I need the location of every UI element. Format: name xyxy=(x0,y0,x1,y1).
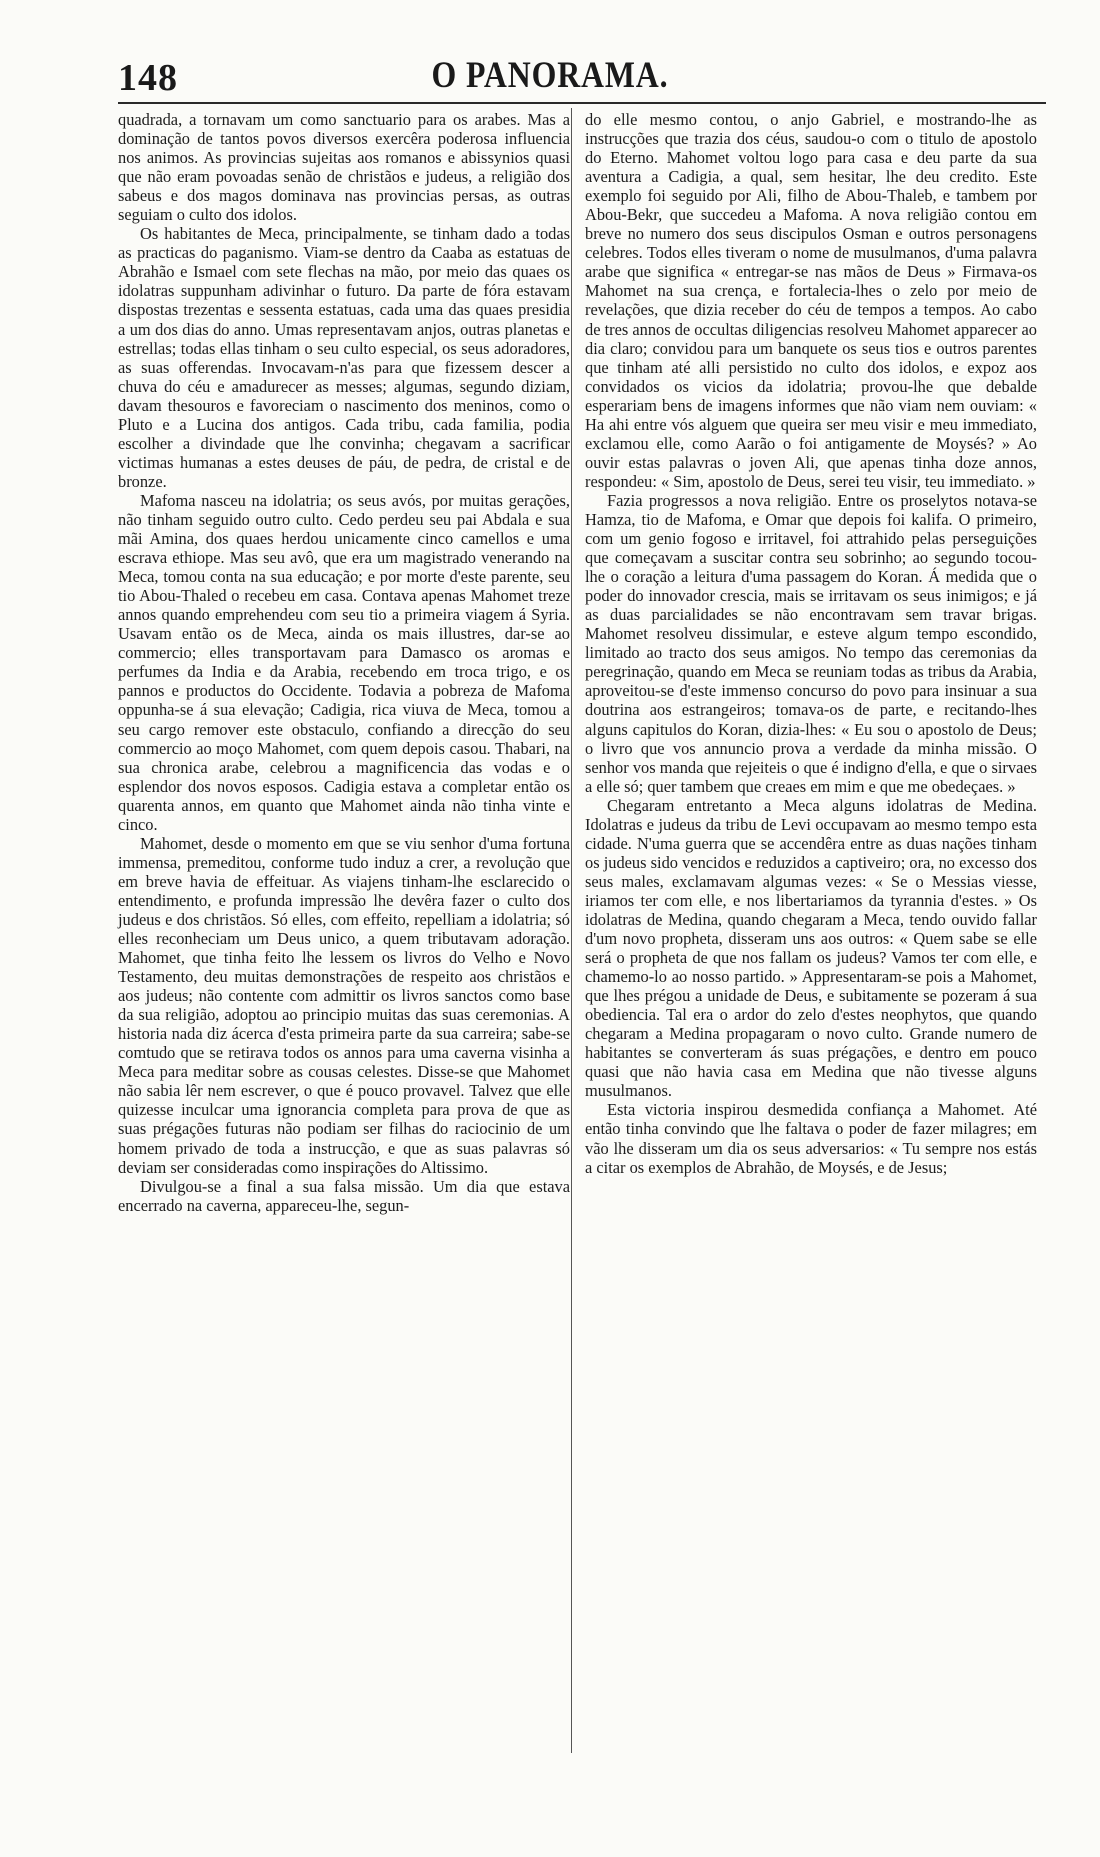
paragraph: Mafoma nasceu na idolatria; os seus avós, por muitas gerações, não tinham seguido outro culto. Cedo perdeu seu pai Abdala e sua mãi Amina, dos quaes herdou unicamente cinco camellos e uma escrava ethiope. Mas seu avô, que era um magistrado venerando na Meca, tomou conta na sua educação; e por morte d'este parente, seu tio Abou-Thaled o recebeu em casa. Contava apenas Mahomet treze annos quando emprehendeu com seu tio a primeira viagem á Syria. Usavam então os de Meca, ainda os mais illustres, dar-se ao commercio; elles transportavam para Damasco os aromas e perfumes da India e da Arabia, recebendo em troca trigo, e os pannos e productos do Occidente. Todavia a pobreza de Mafoma oppunha-se á sua elevação; Cadigia, rica viuva de Meca, tomou a seu cargo remover este obstaculo, confiando a direcção do seu commercio ao moço Mahomet, com quem depois casou. Thabari, na sua chronica arabe, celebrou a magnificencia das vodas e o esplendor dos novos esposos. Cadigia estava a completar então os quarenta annos, em quanto que Mahomet ainda não tinha vinte e cinco. xyxy=(118,490,570,834)
header-rule xyxy=(118,102,1046,104)
paragraph: do elle mesmo contou, o anjo Gabriel, e mostrando-lhe as instrucções que trazia dos céus, saudou-o com o titulo de apostolo do Eterno. Mahomet voltou logo para casa e deu parte da sua aventura a Cadigia, a qual, sem hesitar, lhe deu credito. Este exemplo foi seguido por Ali, filho de Abou-Thaleb, e tambem por Abou-Bekr, que succedeu a Mafoma. A nova religião contou em breve no numero dos seus discipulos Osman e outros personagens celebres. Todos elles tiveram o nome de musulmanos, d'uma palavra arabe que significa « entregar-se nas mãos de Deus » Firmava-os Mahomet na sua crença, e fortalecia-lhes o zelo por meio de revelações, que dizia receber do céu de tempos a tempos. Ao cabo de tres annos de occultas diligencias resolveu Mahomet apparecer ao dia claro; convidou para um banquete os seus tios e outros parentes que tinham até alli persistido no culto dos idolos, e expoz aos convidados os vicios da idolatria; provou-lhe que debalde esperariam bens de imagens informes que não viam nem ouviam: « Ha ahi entre vós alguem que queira ser meu visir e meu immediato, exclamou elle, como Aarão o foi antigamente de Moysés? » Ao ouvir estas palavras o joven Ali, que apenas tinha doze annos, respondeu: « Sim, apostolo de Deus, serei teu visir, teu immediato. » xyxy=(585,110,1037,491)
paragraph: quadrada, a tornavam um como sanctuario para os arabes. Mas a dominação de tantos povos diversos exercêra poderosa influencia nos animos. As provincias sujeitas aos romanos e abissynios quasi que não eram povoadas senão de christãos e judeus, a religião dos sabeus e dos magos dominava nas provincias persas, as outras seguiam o culto dos idolos. xyxy=(118,110,570,225)
paragraph: Os habitantes de Meca, principalmente, se tinham dado a todas as practicas do paganismo. Viam-se dentro da Caaba as estatuas de Abrahão e Ismael com sete flechas na mão, por meio das quaes os idolatras suppunham adivinhar o futuro. Da parte de fóra estavam dispostas trezentas e sessenta estatuas, cada uma das quaes presidia a um dos dias do anno. Umas representavam anjos, outras planetas e estrellas; todas ellas tinham o seu culto especial, os seus adoradores, as suas offerendas. Invocavam-n'as para que fizessem descer a chuva do céu e amadurecer as messes; algumas, segundo diziam, davam thesouros e favoreciam o nascimento dos meninos, como o Pluto e a Lucina dos antigos. Cada tribu, cada familia, podia escolher a divindade que lhe convinha; chegavam a sacrificar victimas humanas a estes deuses de páu, de pedra, de cristal e de bronze. xyxy=(118,224,570,491)
left-column xyxy=(118,110,570,1215)
masthead-title: O PANORAMA. xyxy=(431,55,669,96)
right-column xyxy=(585,110,1037,1177)
paragraph: Chegaram entretanto a Meca alguns idolatras de Medina. Idolatras e judeus da tribu de Levi occupavam ao mesmo tempo esta cidade. N'uma guerra que se accendêra entre as duas nações tinham os judeus sido vencidos e reduzidos a captiveiro; ora, no excesso dos seus males, exclamavam algumas vezes: « Se o Messias viesse, iriamos ter com elle, e nos libertariamos da tyrannia d'estes. » Os idolatras de Medina, quando chegaram a Meca, tendo ouvido fallar d'um novo propheta, disseram uns aos outros: « Quem sabe se elle será o propheta de que nos fallam os judeus? Vamos ter com elle, e chamemo-lo ao nosso partido. » Appresentaram-se pois a Mahomet, que lhes prégou a unidade de Deus, e subitamente se pozeram á sua obediencia. Tal era o ardor do zelo d'estes neophytos, que quando chegaram a Medina propagaram o novo culto. Grande numero de habitantes se converteram ás suas prégações, e dentro em pouco quasi que não havia casa em Medina que não tivesse alguns musulmanos. xyxy=(585,795,1037,1101)
paragraph: Divulgou-se a final a sua falsa missão. Um dia que estava encerrado na caverna, appareceu-lhe, segun- xyxy=(118,1176,570,1215)
column-divider xyxy=(571,108,572,1753)
paragraph: Mahomet, desde o momento em que se viu senhor d'uma fortuna immensa, premeditou, conforme tudo induz a crer, a revolução que em breve havia de effeituar. As viajens tinham-lhe esclarecido o entendimento, e profunda impressão lhe devêra fazer o culto dos judeus e dos christãos. Só elles, com effeito, repelliam a idolatria; só elles reconheciam um Deus unico, a quem tributavam adoração. Mahomet, que tinha feito lhe lessem os livros do Velho e Novo Testamento, deu muitas demonstrações de respeito aos christãos e aos judeus; não contente com admittir os livros sanctos como base da sua religião, adoptou ao principio muitas das suas ceremonias. A historia nada diz ácerca d'esta primeira parte da sua carreira; sabe-se comtudo que se retirava todos os annos para uma caverna visinha a Meca para meditar sobre as cousas celestes. Disse-se que Mahomet não sabia lêr nem escrever, o que é pouco provavel. Talvez que elle quizesse inculcar uma ignorancia completa para prova de que as suas prégações futuras não podiam ser filhas do raciocinio de um homem privado de toda a instrucção, e que as suas palavras só deviam ser consideradas como inspirações do Altissimo. xyxy=(118,833,570,1177)
paragraph: Fazia progressos a nova religião. Entre os proselytos notava-se Hamza, tio de Mafoma, e Omar que depois foi kalifa. O primeiro, com um genio fogoso e irritavel, foi attrahido pelas perseguições que começavam a suscitar contra seu sobrinho; ao segundo tocou-lhe o coração a leitura d'uma passagem do Koran. Á medida que o poder do innovador crescia, mais se irritavam os seus inimigos; e já as duas parcialidades se não encontravam sem travar brigas. Mahomet resolveu dissimular, e esteve algum tempo escondido, limitado ao tracto dos seus amigos. No tempo das ceremonias da peregrinação, quando em Meca se reuniam todas as tribus da Arabia, aproveitou-se d'este immenso concurso do povo para insinuar a sua doutrina aos estrangeiros; tomava-os de parte, e recitando-lhes alguns capitulos do Koran, dizia-lhes: « Eu sou o apostolo de Deus; o livro que vos annuncio prova a verdade da minha missão. O senhor vos manda que rejeiteis o que é indigno d'ella, e que o sirvaes a elle só; quer tambem que creaes em mim e que me obedeçaes. » xyxy=(585,490,1037,796)
paragraph: Esta victoria inspirou desmedida confiança a Mahomet. Até então tinha convindo que lhe faltava o poder de fazer milagres; em vão lhe disseram um dia os seus adversarios: « Tu sempre nos estás a citar os exemplos de Abrahão, de Moysés, e de Jesus; xyxy=(585,1100,1037,1177)
page-number: 148 xyxy=(118,57,178,99)
